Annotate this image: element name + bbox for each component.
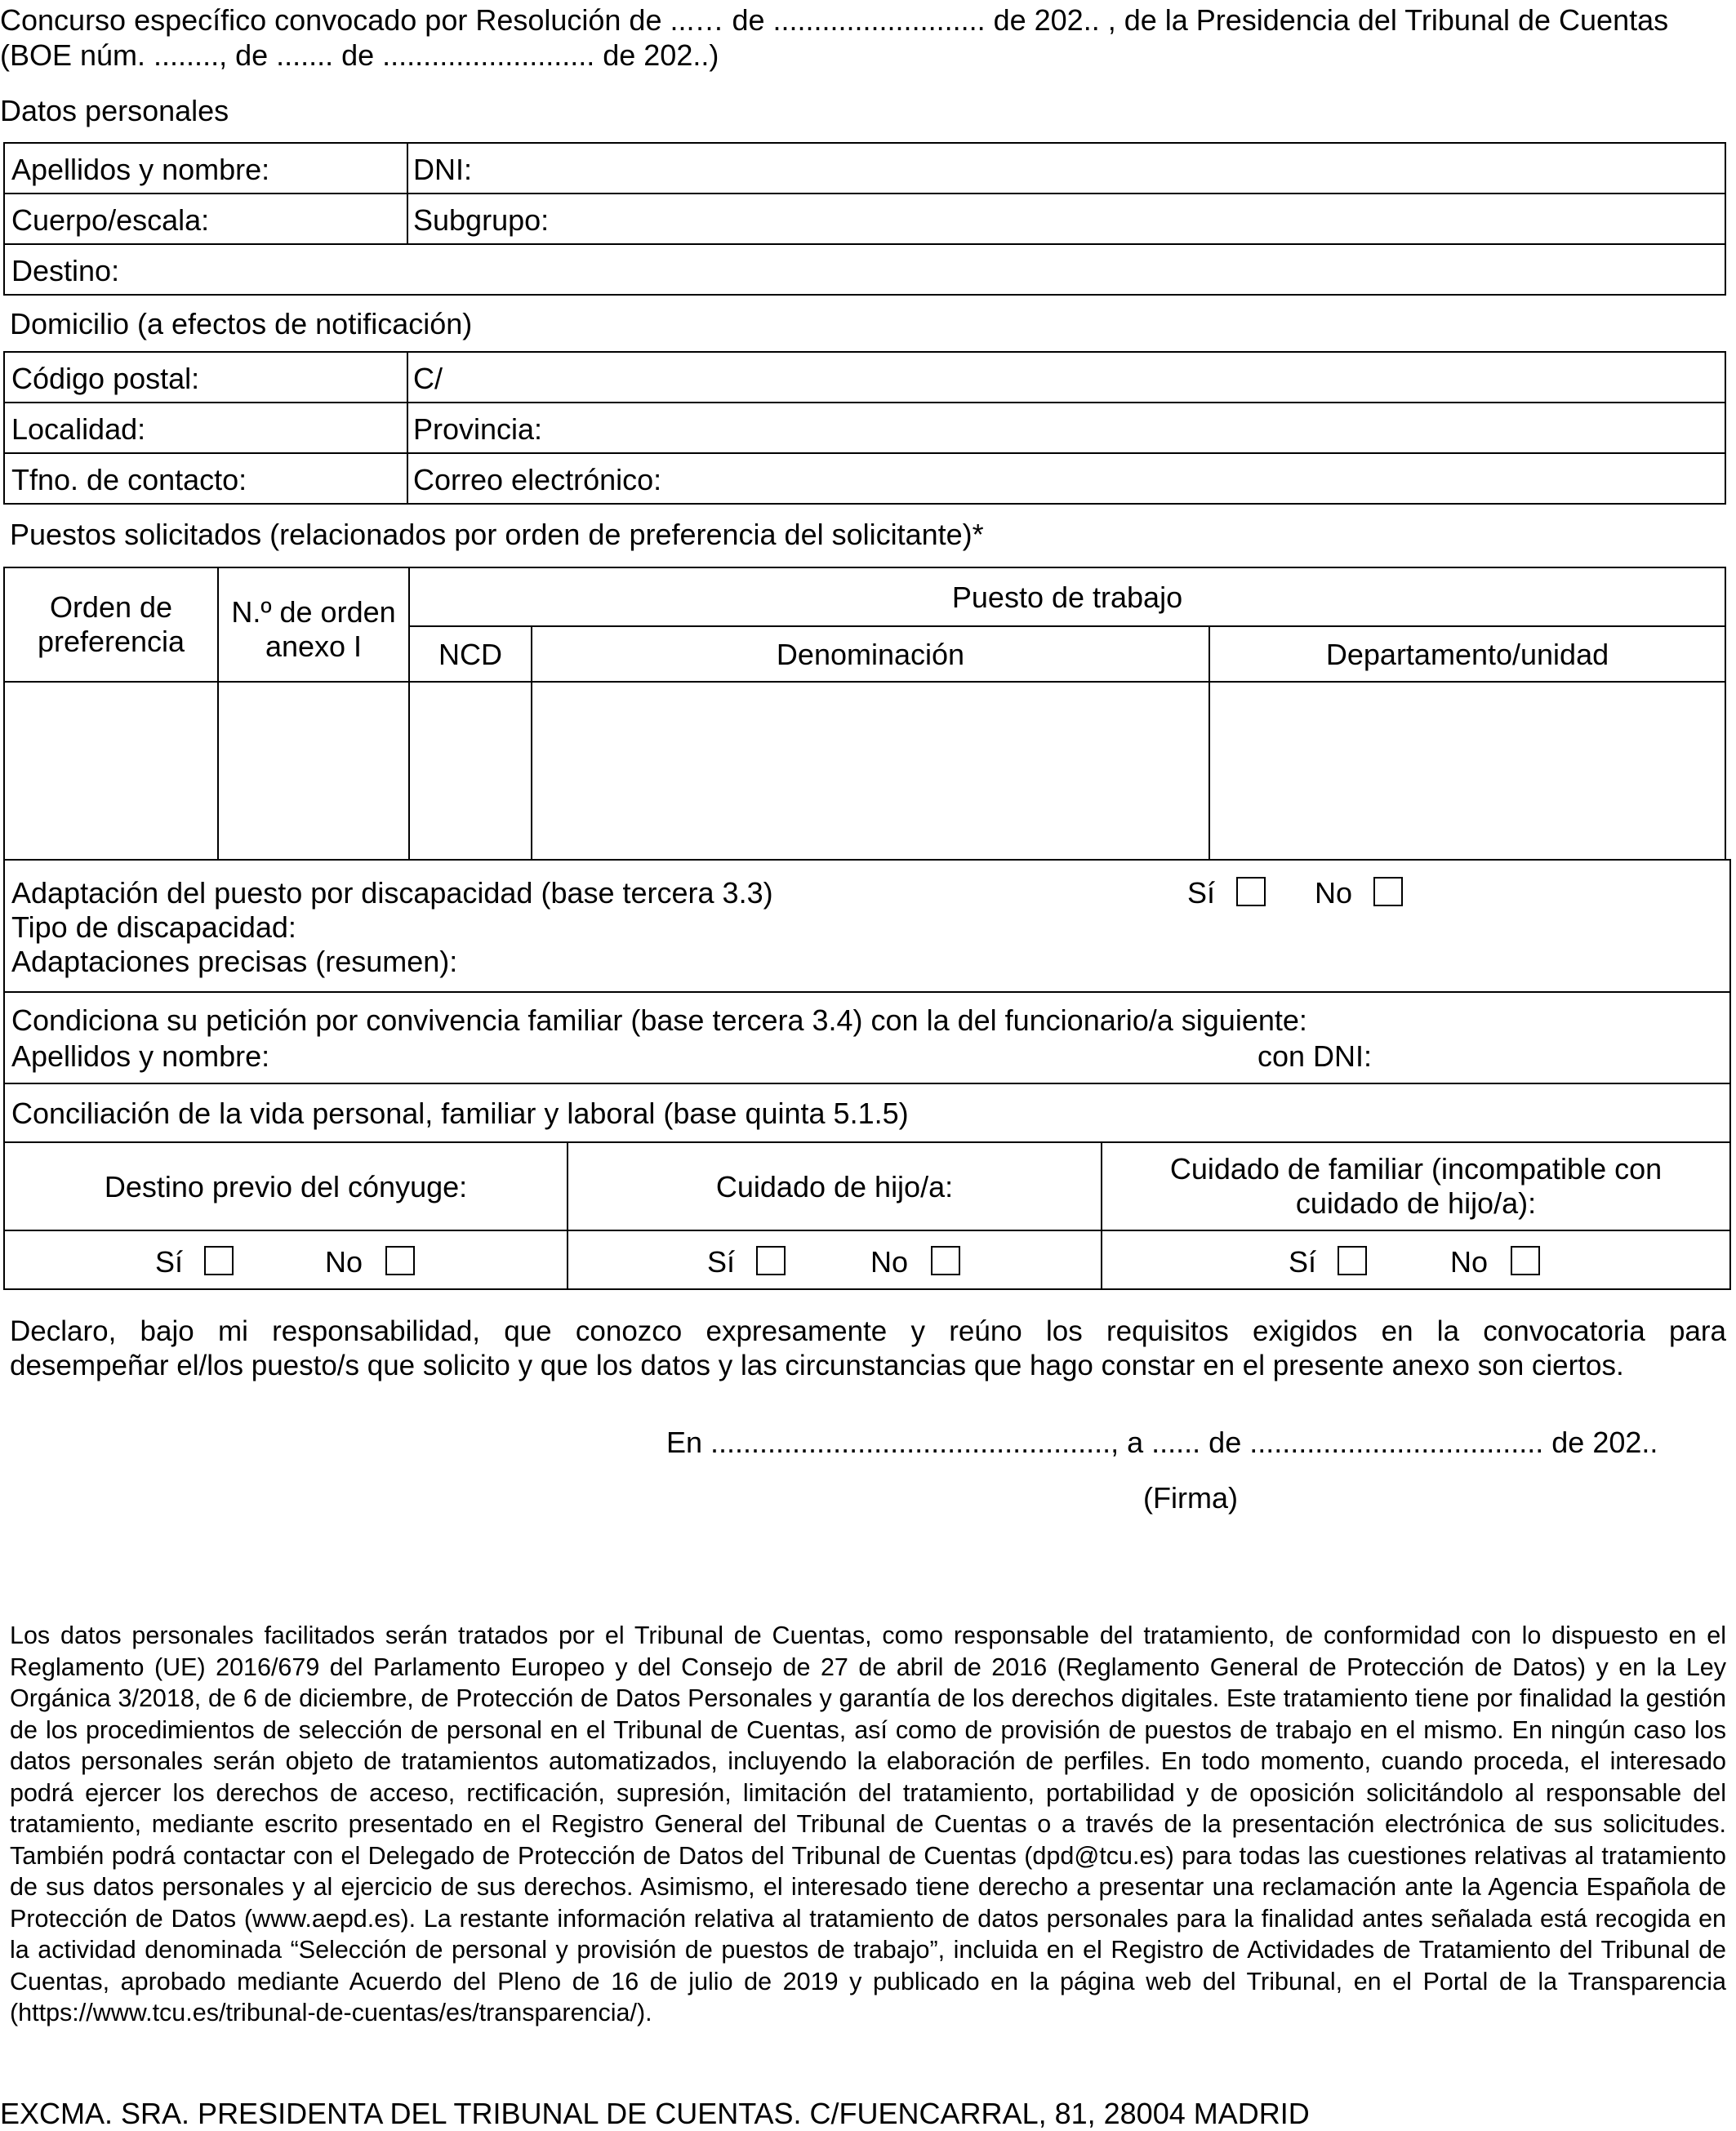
cell-hijo-options bbox=[567, 1230, 1102, 1290]
hijo-no-label: No bbox=[870, 1245, 909, 1279]
proteccion-datos-text: Los datos personales facilitados serán tratados por el Tribunal de Cuentas, como responsable del tratamiento, de conformidad con lo dispuesto en el Reglamento (UE) 2016/679 del Parlamento Europeo y del Consejo de 27 de abril de 2016 (Reglamento General de Protección de Datos) y en la Ley Orgánica 3/2018, de 6 de diciembre, de Protección de Datos Personales y garantía de los derechos digitales. Este tratamiento tiene por finalidad la gestión de los procedimientos de selección de personal en el Tribunal de Cuentas, así como de provisión de puestos de trabajo en el mismo. En ningún caso los datos personales serán objeto de tratamientos automatizados, incluyendo la elaboración de perfiles. En todo momento, cuando proceda, el interesado podrá ejercer los derechos de acceso, rectificación, supresión, limitación del tratamiento, portabilidad y de oposición solicitándolo al responsable del tratamiento, mediante escrito presentado en el Registro General del Tribunal de Cuentas o a través de la presentación electrónica de sus solicitudes. También podrá contactar con el Delegado de Protección de Datos del Tribunal de Cuentas (dpd@tcu.es) para todas las cuestiones relativas al tratamiento de sus datos personales y al ejercicio de sus derechos. Asimismo, el interesado tiene derecho a presentar una reclamación ante la Agencia Española de Protección de Datos (www.aepd.es). La restante información relativa al tratamiento de datos personales para la finalidad antes señalada está recogida en la actividad denominada “Selección de personal y provisión de puestos de trabajo”, incluida en el Registro de Actividades de Tratamiento del Tribunal de Cuentas, aprobado mediante Acuerdo del Pleno de 16 de julio de 2019 y publicado en la página web del Tribunal, en el Portal de la Transparencia (https://www.tcu.es/tribunal-de-cuentas/es/transparencia/). bbox=[10, 1622, 1726, 2026]
adaptacion-no-label: No bbox=[1315, 876, 1353, 910]
cell-codigo-postal[interactable] bbox=[3, 351, 408, 403]
conyuge-no-checkbox[interactable] bbox=[385, 1246, 415, 1275]
label-provincia: Provincia: bbox=[413, 412, 543, 446]
label-correo: Correo electrónico: bbox=[413, 463, 662, 496]
declaracion-line-1: Declaro, bajo mi responsabilidad, que conozco expresamente y reúno los requisitos exigidos en la convocatoria para bbox=[10, 1315, 1726, 1347]
hijo-si-label: Sí bbox=[707, 1245, 736, 1279]
convivencia-apellidos-label: Apellidos y nombre: bbox=[11, 1039, 270, 1073]
header-orden-preferencia bbox=[3, 567, 219, 683]
cell-calle[interactable] bbox=[407, 351, 1726, 403]
header-norden-line2: anexo I bbox=[265, 630, 363, 663]
header-ncd-label: NCD bbox=[438, 638, 502, 671]
cell-apellidos[interactable] bbox=[3, 142, 408, 194]
familiar-si-checkbox[interactable] bbox=[1338, 1246, 1367, 1275]
label-telefono: Tfno. de contacto: bbox=[11, 463, 247, 496]
familiar-si-label: Sí bbox=[1289, 1245, 1317, 1279]
label-localidad: Localidad: bbox=[11, 412, 146, 446]
adaptacion-no-checkbox[interactable] bbox=[1373, 877, 1403, 906]
declaracion-line-2: desempeñar el/los puesto/s que solicito y que los datos y las circunstancias que hago constar en el presente anexo son ciertos. bbox=[10, 1350, 1624, 1381]
input-ncd[interactable] bbox=[408, 681, 532, 861]
familiar-no-label: No bbox=[1450, 1245, 1489, 1279]
label-familiar-line2: cuidado de hijo/a): bbox=[1295, 1186, 1537, 1220]
label-subgrupo: Subgrupo: bbox=[413, 203, 550, 237]
adaptacion-title: Adaptación del puesto por discapacidad (base tercera 3.3) bbox=[11, 876, 773, 910]
lugar-fecha: En ................................................., a ...... de .................................... de 202.. bbox=[666, 1426, 1658, 1459]
input-numero-orden[interactable] bbox=[217, 681, 410, 861]
firma-label: (Firma) bbox=[1143, 1481, 1238, 1515]
section-title-datos-personales: Datos personales bbox=[0, 94, 229, 127]
conciliacion-title: Conciliación de la vida personal, familiar y laboral (base quinta 5.1.5) bbox=[11, 1097, 909, 1130]
label-codigo-postal: Código postal: bbox=[11, 362, 200, 395]
header-departamento bbox=[1209, 625, 1726, 683]
cell-destino[interactable] bbox=[3, 243, 1726, 296]
adaptacion-si-label: Sí bbox=[1187, 876, 1216, 910]
header-numero-orden bbox=[217, 567, 410, 683]
conyuge-no-label: No bbox=[325, 1245, 363, 1279]
cell-subgrupo[interactable] bbox=[407, 193, 1726, 245]
header-norden-line1: N.º de orden bbox=[231, 595, 396, 629]
cell-conyuge bbox=[3, 1141, 568, 1231]
header-line-1: Concurso específico convocado por Resolución de ...… de .......................... de 202.. , de la Presidencia del Tribunal de Cuentas bbox=[0, 3, 1669, 37]
cell-familiar bbox=[1101, 1141, 1731, 1231]
cell-hijo bbox=[567, 1141, 1102, 1231]
section-title-domicilio: Domicilio (a efectos de notificación) bbox=[10, 307, 473, 340]
header-puesto-trabajo bbox=[408, 567, 1726, 627]
footer-address: EXCMA. SRA. PRESIDENTA DEL TRIBUNAL DE CUENTAS. C/FUENCARRAL, 81, 28004 MADRID bbox=[0, 2097, 1310, 2130]
cell-telefono[interactable] bbox=[3, 452, 408, 505]
header-line-2: (BOE núm. ........, de ....... de .......................... de 202..) bbox=[0, 38, 719, 72]
hijo-no-checkbox[interactable] bbox=[931, 1246, 960, 1275]
label-familiar-line1: Cuidado de familiar (incompatible con bbox=[1169, 1152, 1663, 1186]
section-title-puestos: Puestos solicitados (relacionados por orden de preferencia del solicitante)* bbox=[10, 518, 984, 551]
cell-familiar-options bbox=[1101, 1230, 1731, 1290]
conyuge-si-checkbox[interactable] bbox=[204, 1246, 234, 1275]
label-dni: DNI: bbox=[413, 153, 472, 186]
cell-conyuge-options bbox=[3, 1230, 568, 1290]
conyuge-si-label: Sí bbox=[155, 1245, 184, 1279]
input-orden-preferencia[interactable] bbox=[3, 681, 219, 861]
cell-cuerpo[interactable] bbox=[3, 193, 408, 245]
adaptacion-box bbox=[3, 859, 1731, 993]
cell-dni[interactable] bbox=[407, 142, 1726, 194]
header-orden-line1: Orden de bbox=[49, 590, 173, 624]
header-departamento-label: Departamento/unidad bbox=[1325, 638, 1609, 671]
conciliacion-box bbox=[3, 1083, 1731, 1143]
input-denominacion[interactable] bbox=[531, 681, 1210, 861]
cell-correo[interactable] bbox=[407, 452, 1726, 505]
label-apellidos: Apellidos y nombre: bbox=[11, 153, 270, 186]
cell-provincia[interactable] bbox=[407, 402, 1726, 454]
header-ncd bbox=[408, 625, 532, 683]
convivencia-dni-label: con DNI: bbox=[1257, 1039, 1373, 1073]
tipo-discapacidad-label: Tipo de discapacidad: bbox=[11, 910, 296, 944]
label-calle: C/ bbox=[413, 362, 443, 395]
label-conyuge: Destino previo del cónyuge: bbox=[104, 1170, 468, 1203]
label-hijo: Cuidado de hijo/a: bbox=[715, 1170, 954, 1203]
label-cuerpo: Cuerpo/escala: bbox=[11, 203, 210, 237]
familiar-no-checkbox[interactable] bbox=[1511, 1246, 1540, 1275]
header-denominacion-label: Denominación bbox=[776, 638, 965, 671]
cell-localidad[interactable] bbox=[3, 402, 408, 454]
header-puesto-label: Puesto de trabajo bbox=[951, 581, 1183, 614]
label-destino: Destino: bbox=[11, 254, 120, 287]
convivencia-title: Condiciona su petición por convivencia familiar (base tercera 3.4) con la del funcionario/a siguiente: bbox=[11, 1003, 1307, 1037]
adaptaciones-label: Adaptaciones precisas (resumen): bbox=[11, 945, 458, 978]
adaptacion-si-checkbox[interactable] bbox=[1236, 877, 1266, 906]
input-departamento[interactable] bbox=[1209, 681, 1726, 861]
header-denominacion bbox=[531, 625, 1210, 683]
header-orden-line2: preferencia bbox=[37, 625, 185, 658]
convivencia-box bbox=[3, 991, 1731, 1084]
hijo-si-checkbox[interactable] bbox=[756, 1246, 786, 1275]
